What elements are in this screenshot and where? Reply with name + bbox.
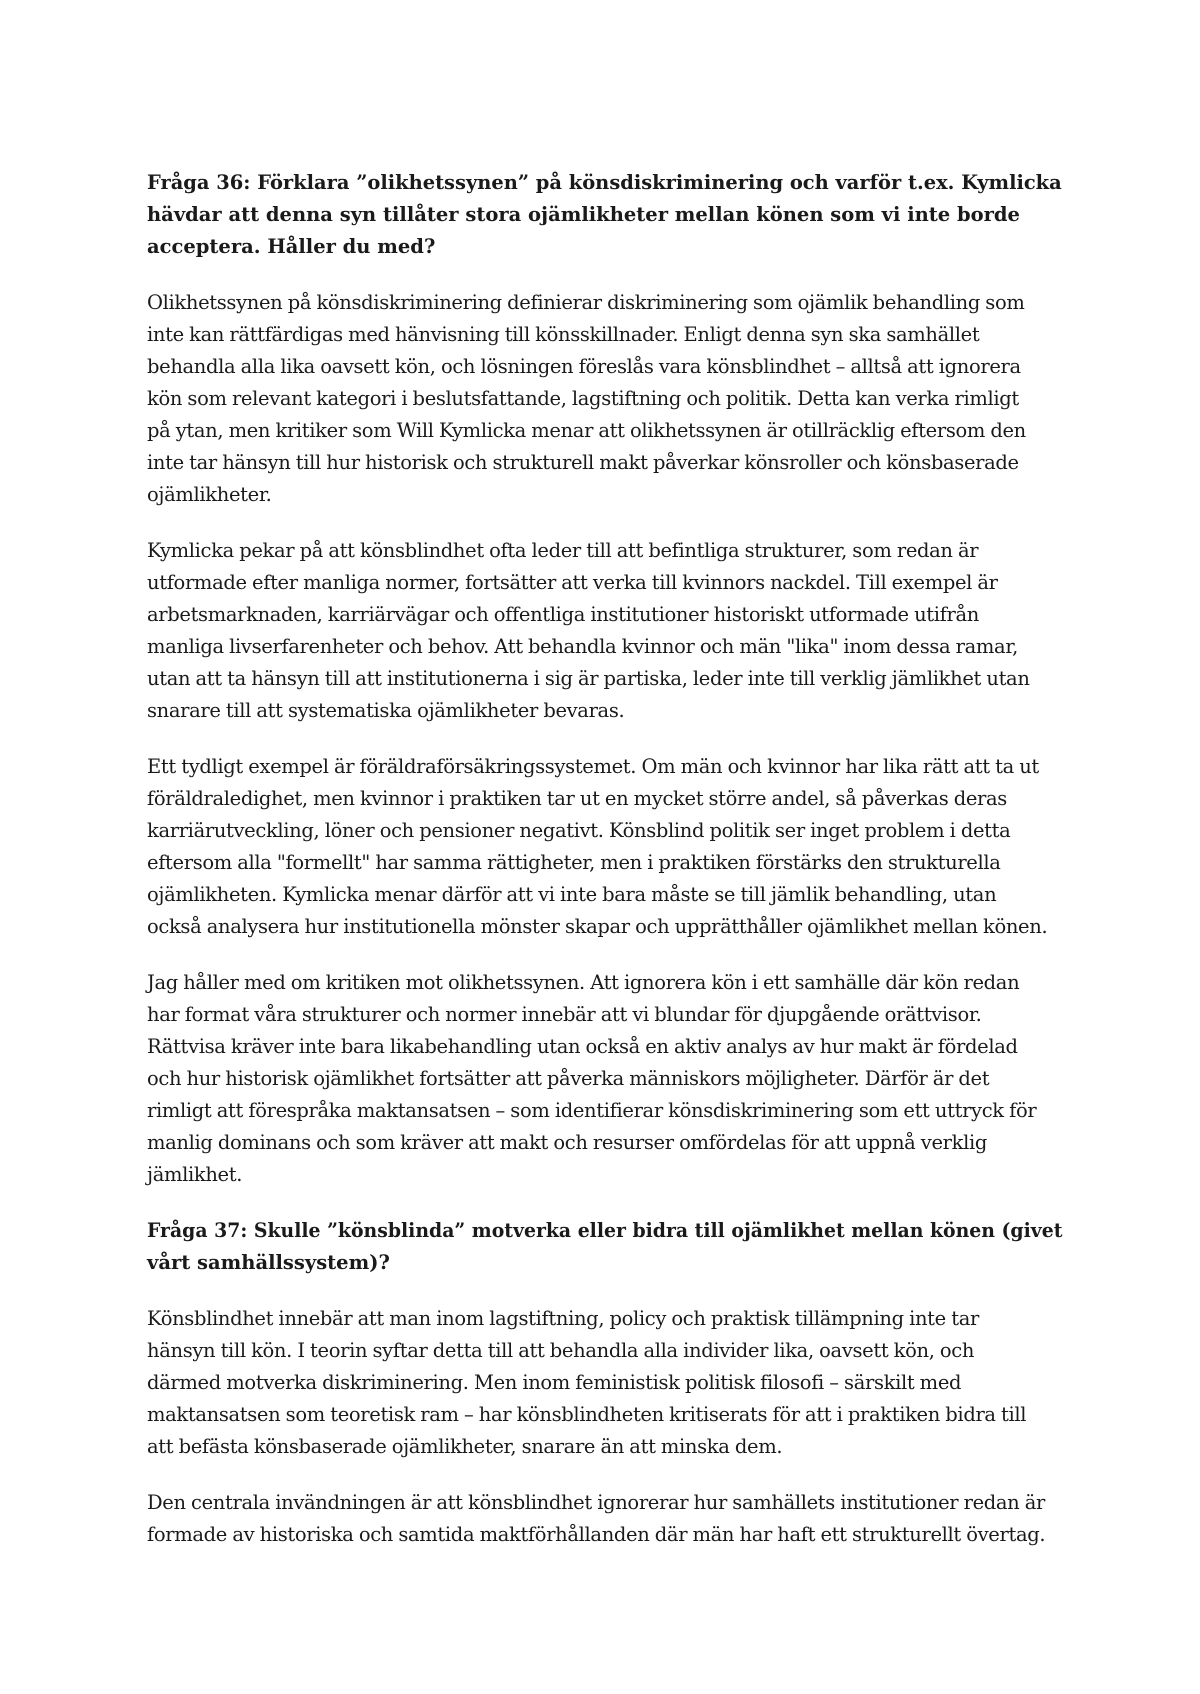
question-36-heading: Fråga 36: Förklara ”olikhetssynen” på könsdiskriminering och varför t.ex. Kymlicka hävdar att denna syn tillåter stora ojämlikheter mellan könen som vi inte borde acceptera. Håller du med? <box>147 171 1062 258</box>
document-page <box>147 167 1062 1575</box>
q37-paragraph-1: Könsblindhet innebär att man inom lagstiftning, policy och praktisk tillämpning inte tar hänsyn till kön. I teorin syftar detta till att behandla alla individer lika, oavsett kön, och därmed motverka diskriminering. Men inom feministisk politisk filosofi – särskilt med maktansatsen som teoretisk ram – har könsblindheten kritiserats för att i praktiken bidra till att befästa könsbaserade ojämlikheter, snarare än att minska dem. <box>147 1307 1027 1458</box>
q37-paragraph-2: Den centrala invändningen är att könsblindhet ignorerar hur samhällets institutioner redan är formade av historiska och samtida maktförhållanden där män har haft ett strukturellt övertag. <box>147 1491 1046 1546</box>
q36-paragraph-4: Jag håller med om kritiken mot olikhetssynen. Att ignorera kön i ett samhälle där kön redan har format våra strukturer och normer innebär att vi blundar för djupgående orättvisor. Rättvisa kräver inte bara likabehandling utan också en aktiv analys av hur makt är fördelad och hur historisk ojämlikhet fortsätter att påverka människors möjligheter. Därför är det rimligt att förespråka maktansatsen – som identifierar könsdiskriminering som ett uttryck för manlig dominans och som kräver att makt och resurser omfördelas för att uppnå verklig jämlikhet. <box>147 971 1037 1186</box>
question-37-heading: Fråga 37: Skulle ”könsblinda” motverka eller bidra till ojämlikhet mellan könen (givet vårt samhällssystem)? <box>147 1219 1063 1274</box>
q36-paragraph-1: Olikhetssynen på könsdiskriminering definierar diskriminering som ojämlik behandling som inte kan rättfärdigas med hänvisning till könsskillnader. Enligt denna syn ska samhället behandla alla lika oavsett kön, och lösningen föreslås vara könsblindhet – alltså att ignorera kön som relevant kategori i beslutsfattande, lagstiftning och politik. Detta kan verka rimligt på ytan, men kritiker som Will Kymlicka menar att olikhetssynen är otillräcklig eftersom den inte tar hänsyn till hur historisk och strukturell makt påverkar könsroller och könsbaserade ojämlikheter. <box>147 291 1026 506</box>
q36-paragraph-3: Ett tydligt exempel är föräldraförsäkringssystemet. Om män och kvinnor har lika rätt att ta ut föräldraledighet, men kvinnor i praktiken tar ut en mycket större andel, så påverkas deras karriärutveckling, löner och pensioner negativt. Könsblind politik ser inget problem i detta eftersom alla "formellt" har samma rättigheter, men i praktiken förstärks den strukturella ojämlikheten. Kymlicka menar därför att vi inte bara måste se till jämlik behandling, utan också analysera hur institutionella mönster skapar och upprätthåller ojämlikhet mellan könen. <box>147 755 1048 938</box>
q36-paragraph-2: Kymlicka pekar på att könsblindhet ofta leder till att befintliga strukturer, som redan är utformade efter manliga normer, fortsätter att verka till kvinnors nackdel. Till exempel är arbetsmarknaden, karriärvägar och offentliga institutioner historiskt utformade utifrån manliga livserfarenheter och behov. Att behandla kvinnor och män "lika" inom dessa ramar, utan att ta hänsyn till att institutionerna i sig är partiska, leder inte till verklig jämlikhet utan snarare till att systematiska ojämlikheter bevaras. <box>147 539 1030 722</box>
